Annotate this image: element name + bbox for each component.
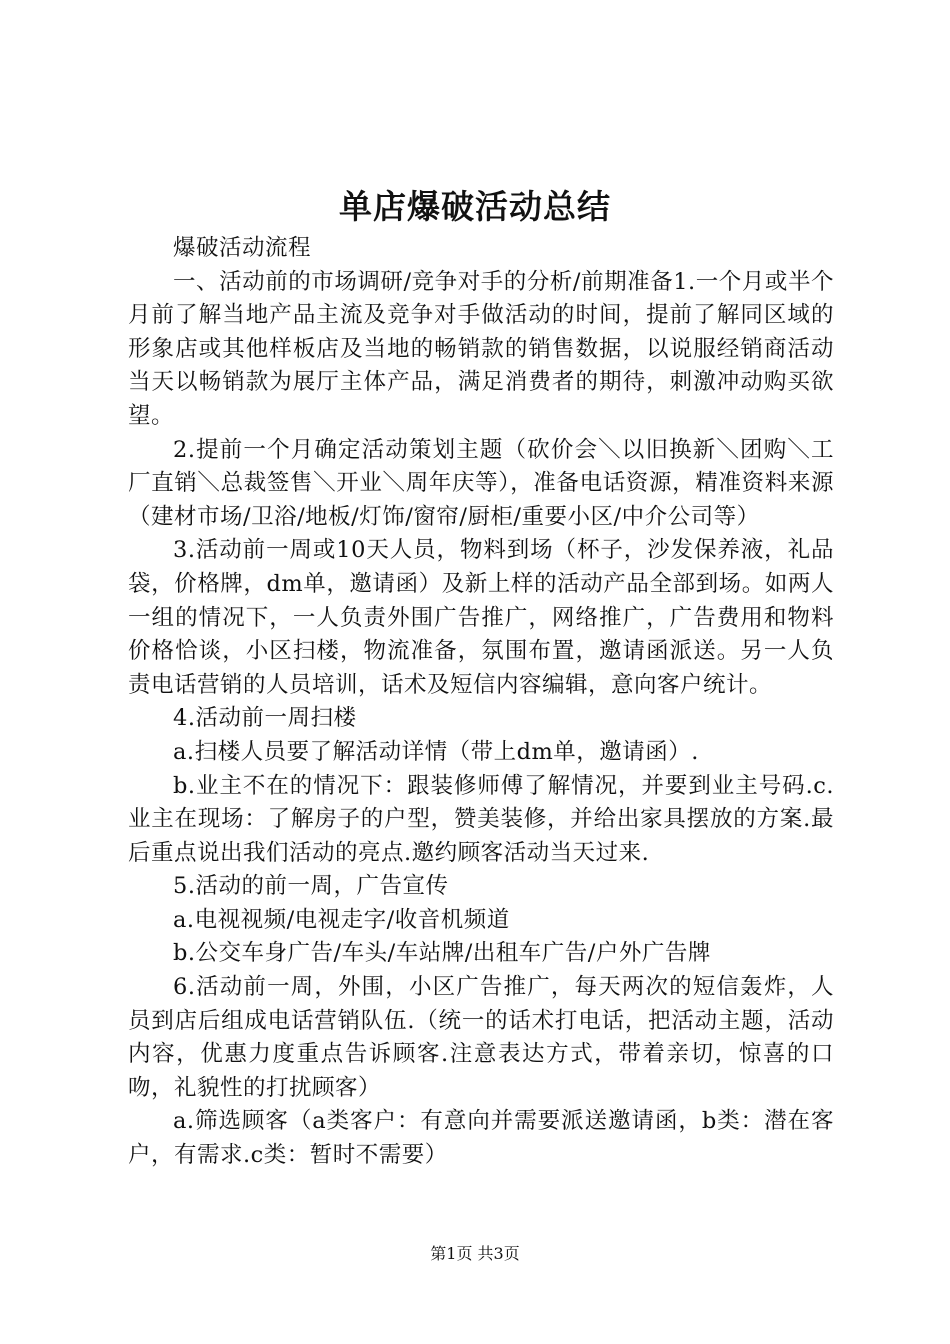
paragraph-staff-materials: 3.活动前一周或10天人员，物料到场（杯子，沙发保养液，礼品袋，价格牌，dm单，邀请函）及新上样的活动产品全部到场。如两人一组的情况下，一人负责外围广告推广，网络推广，广告费用和物料价格恰谈，小区扫楼，物流准备，氛围布置，邀请函派送。另一人负责电话营销的人员培训，话术及短信内容编辑，意向客户统计。 [128, 537, 834, 698]
paragraph-ad-item-a: a.电视视频/电视走字/收音机频道 [173, 906, 510, 933]
paragraph-theme-planning: 2.提前一个月确定活动策划主题（砍价会＼以旧换新＼团购＼工厂直销＼总裁签售＼开业＼周年庆等），准备电话资源，精准资料来源（建材市场/卫浴/地板/灯饰/窗帘/厨柜/重要小区/中介公司等） [128, 436, 834, 530]
page-footer: 第1页 共3页 [430, 1244, 520, 1263]
paragraph-sweep-item-b: b.业主不在的情况下：跟装修师傅了解情况，并要到业主号码.c.业主在现场：了解房子的户型，赞美装修，并给出家具摆放的方案.最后重点说出我们活动的亮点.邀约顾客活动当天过来. [128, 772, 834, 866]
paragraph-phone-marketing: 6.活动前一周，外围，小区广告推广，每天两次的短信轰炸，人员到店后组成电话营销队伍.（统一的话术打电话，把活动主题，活动内容，优惠力度重点告诉顾客.注意表达方式，带着亲切，惊喜的口吻，礼貌性的打扰顾客） [128, 974, 834, 1101]
paragraph-building-sweep: 4.活动前一周扫楼 [173, 705, 357, 732]
document-title: 单店爆破活动总结 [339, 187, 611, 226]
paragraph-process-heading: 爆破活动流程 [173, 235, 312, 261]
paragraph-advertising: 5.活动的前一周，广告宣传 [173, 873, 449, 900]
paragraph-sweep-item-a: a.扫楼人员要了解活动详情（带上dm单，邀请函）. [173, 738, 699, 765]
paragraph-market-research: 一、活动前的市场调研/竞争对手的分析/前期准备1.一个月或半个月前了解当地产品主流及竞争对手做活动的时间，提前了解同区域的形象店或其他样板店及当地的畅销款的销售数据，以说服经销商活动当天以畅销款为展厅主体产品，满足消费者的期待，刺激冲动购买欲望。 [128, 268, 834, 429]
document-body [128, 232, 834, 1173]
paragraph-ad-item-b: b.公交车身广告/车头/车站牌/出租车广告/户外广告牌 [173, 940, 711, 967]
paragraph-customer-screening: a.筛选顾客（a类客户：有意向并需要派送邀请函，b类：潜在客户，有需求.c类：暂时不需要） [128, 1108, 834, 1169]
